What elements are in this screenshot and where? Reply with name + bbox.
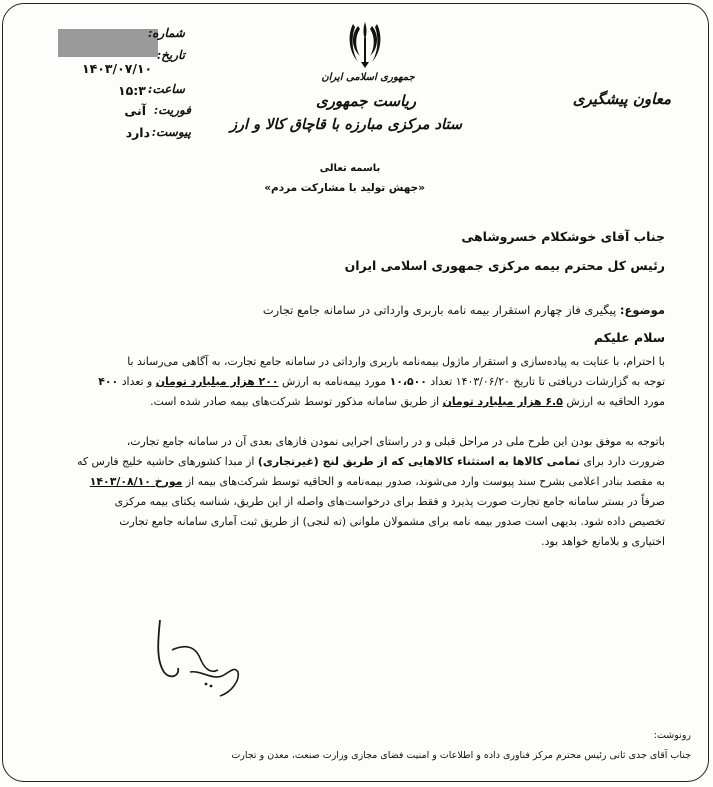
p1-text: و تعداد [121,375,153,388]
p2-line-4: صرفاً در بستر سامانه جامع تجارت صورت پذیرد و فقط برای درخواست‌های واصله از این طریق، شناسه یکتای بیمه مرکزی [114,495,665,508]
policy-value: ۲۰۰ هزار میلیارد تومان [155,375,279,388]
org-line-country: جمهوری اسلامی ایران [321,72,415,83]
p1-text: از طریق سامانه مذکور توسط شرکت‌های بیمه صادر شده است. [150,395,440,408]
p2-line-6: اختیاری و بلامانع خواهد بود. [541,535,665,548]
subject-label: موضوع: [619,303,665,317]
p1-line-2 [45,372,665,392]
body-paragraph-2 [45,432,665,552]
recipient-name: جناب آقای خوشکلام خسروشاهی [461,229,665,244]
org-line-presidency: ریاست جمهوری [315,92,417,110]
meta-label-number: شماره: [147,26,185,40]
cc-recipient: جناب آقای جدی ثانی رئیس محترم مرکز فناوری داده و اطلاعات و امنیت فضای مجازی وزارت صنعت، معدن و تجارت [231,750,691,761]
org-line-headquarters: ستاد مرکزی مبارزه با قاچاق کالا و ارز [230,116,462,133]
slogan: «جهش تولید با مشارکت مردم» [264,182,425,194]
iran-emblem-icon [348,18,382,70]
policy-count: ۱۰،۵۰۰ [389,375,427,388]
body-paragraph-1 [45,352,665,412]
meta-value-date: ۱۴۰۳/۰۷/۱۰ [82,61,153,76]
p1-text: توجه به گزارشات دریافتی تا تاریخ ۱۴۰۳/۰۶/۲۰ تعداد [430,375,665,388]
basmala: باسمه تعالی [319,163,381,174]
p2-text: به مقصد بنادر اعلامی بشرح سند پیوست وارد می‌شوند، صدور بیمه‌نامه و الحاقیه توسط شرکت‌های بیمه از [185,475,665,488]
deputy-title: معاون پیشگیری [572,90,671,108]
subject-text: پیگیری فاز چهارم استقرار بیمه نامه باربری وارداتی در سامانه جامع تجارت [262,303,617,317]
meta-label-time: ساعت: [147,82,185,96]
subject-line [263,303,665,317]
meta-label-date: تاریخ: [156,48,185,62]
redacted-number [58,29,158,57]
p2-line-2 [45,452,665,472]
meta-value-urgency: آنی [124,103,146,118]
p2-line-3 [45,472,665,492]
effective-date: مورخ ۱۴۰۳/۰۸/۱۰ [89,475,183,488]
p2-line-1: باتوجه به موفق بودن این طرح ملی در مراحل قبلی و در راستای اجرایی نمودن فازهای بعدی آن در سامانه جامع تجارت، [126,435,665,448]
p1-text: مورد بیمه‌نامه به ارزش [281,375,387,388]
addendum-value: ۶.۵ هزار میلیارد تومان [442,395,563,408]
p1-line-3 [45,392,665,412]
meta-label-urgency: فوریت: [153,103,191,117]
meta-value-time: ۱۵:۳۰ [118,83,154,98]
signature [140,610,250,700]
p2-line-5: تخصیص داده شود. بدیهی است صدور بیمه نامه برای مشمولان ملوانی (ته لنجی) از طریق ثبت آماری سامانه جامع تجارت [119,515,665,528]
cc-title: رونوشت: [653,730,691,741]
greeting: سلام علیکم [593,330,665,345]
meta-value-attachment: دارد [125,125,150,140]
p1-text: مورد الحاقیه به ارزش [566,395,665,408]
addendum-count: ۴۰۰ [98,375,119,388]
meta-label-attachment: پیوست: [151,125,191,139]
p2-text: ضرورت دارد برای [583,455,665,468]
p1-line-1: با احترام، با عنایت به پیاده‌سازی و استقرار ماژول بیمه‌نامه باربری وارداتی در سامانه جامع تجارت، به آگاهی می‌رساند با [127,355,665,368]
scope-statement: تمامی کالاها به استثناء کالاهایی که از طریق لنج (غیرتجاری) [257,455,580,468]
recipient-title: رئیس کل محترم بیمه مرکزی جمهوری اسلامی ایران [344,258,665,273]
p2-text: از مبدا کشورهای حاشیه خلیج فارس که [77,455,255,468]
